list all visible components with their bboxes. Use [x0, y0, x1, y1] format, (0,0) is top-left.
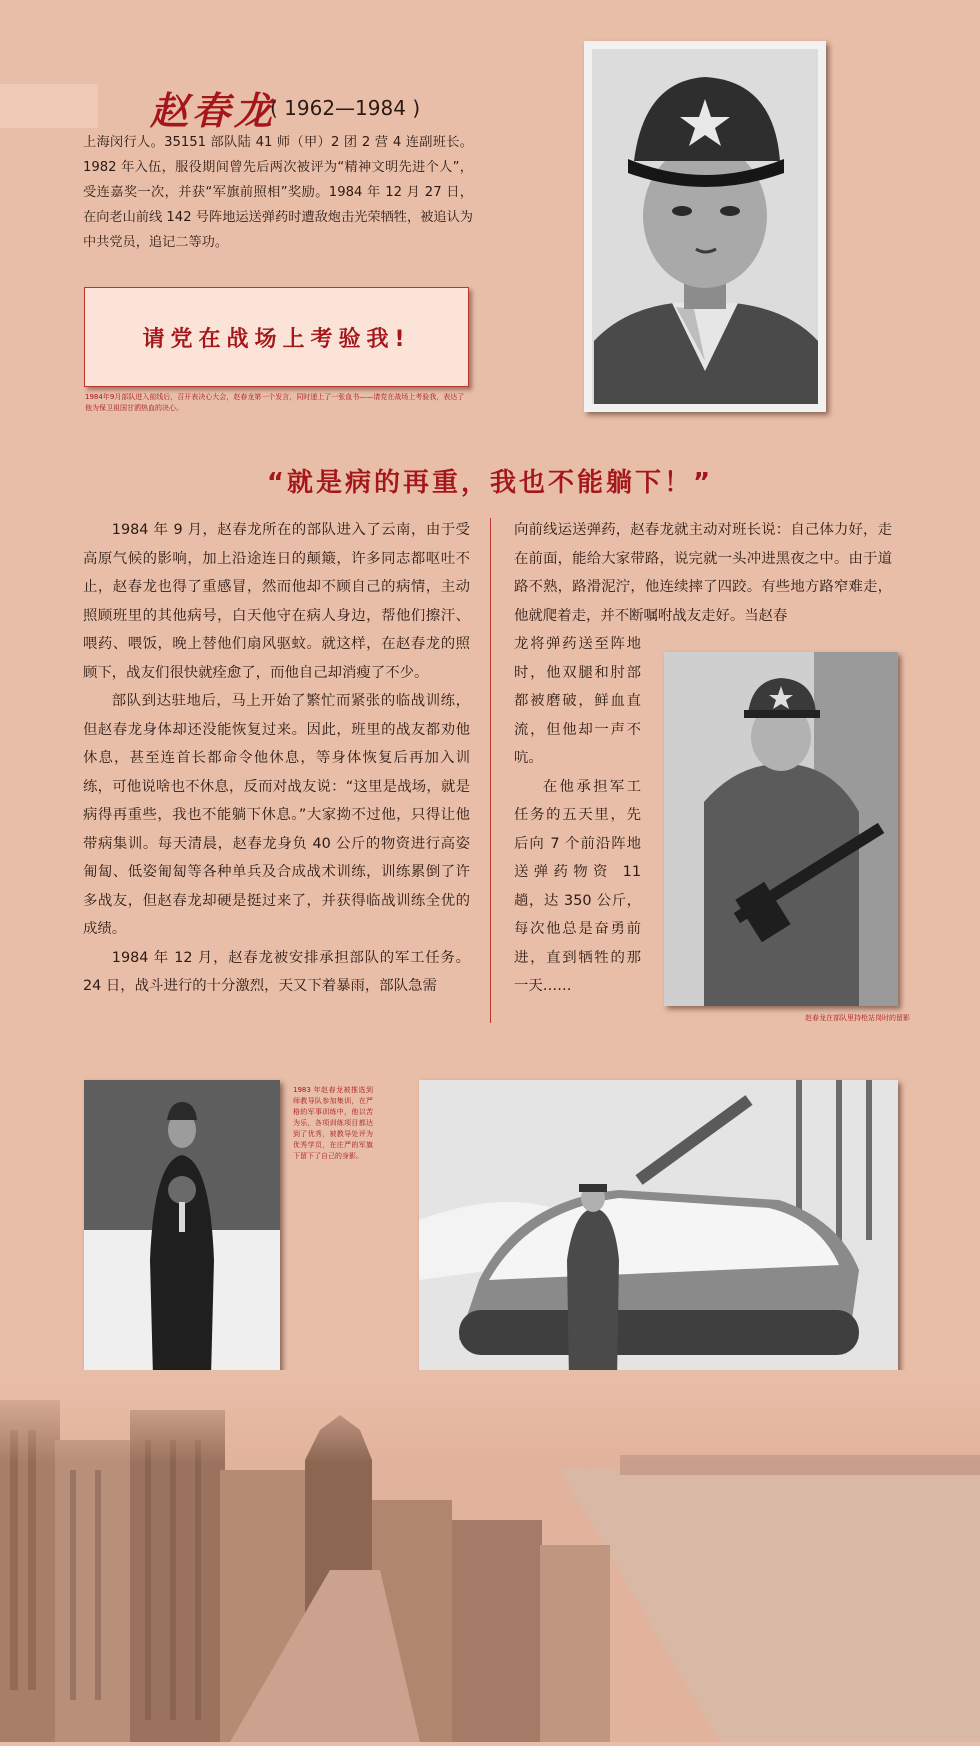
city-skyline-background	[0, 1370, 980, 1742]
paragraph: 1984 年 12 月，赵春龙被安排承担部队的军工任务。24 日，战斗进行的十分激烈，天又下着暴雨，部队急需	[83, 949, 470, 994]
rifle-photo-caption: 赵春龙在部队里持枪站岗时的留影	[805, 1014, 910, 1022]
person-name: 赵春龙	[150, 88, 277, 133]
paragraph: 向前线运送弹药，赵春龙就主动对班长说：自己体力好，走在前面，能给大家带路，说完就一头冲进黑夜之中。由于道路不熟，路滑泥泞，他连续摔了四跤。有些地方路窄难走，他就爬着走，并不断嘱咐战友走好。当赵春	[514, 522, 892, 624]
standing-photo-caption: 1983 年赵春龙被推选到师教导队参加集训，在严格的军事训练中，他以苦为乐，各项训练项目都达到了优秀，被教导处评为优秀学员，在庄严的军旗下留下了自己的身影。	[293, 1086, 373, 1160]
section-title: “就是病的再重，我也不能躺下！”	[266, 468, 714, 498]
rifle-illustration	[664, 652, 898, 1006]
portrait-illustration	[584, 41, 826, 412]
right-column-text-narrow	[514, 630, 641, 1001]
column-divider	[490, 518, 491, 1023]
right-column-text-top	[514, 516, 892, 630]
standing-illustration	[84, 1080, 280, 1416]
slogan-text: 请党在战场上考验我!	[142, 326, 411, 352]
tank-illustration	[419, 1080, 898, 1415]
left-column-text	[83, 516, 470, 1001]
person-intro: 上海闵行人。35151 部队陆 41 师（甲）2 团 2 营 4 连副班长。1982 年入伍，服役期间曾先后两次被评为“精神文明先进个人”，受连嘉奖一次，并获“军旗前照相”奖励。1984 年 12 月 27 日，在向老山前线 142 号阵地运送弹药时遭敌炮击光荣牺牲，被追认为中共党员，追记二等功。	[83, 135, 473, 250]
header-accent-block	[0, 84, 98, 128]
standing-photo	[84, 1080, 280, 1416]
paragraph: 部队到达驻地后，马上开始了繁忙而紧张的临战训练，但赵春龙身体却还没能恢复过来。因此，班里的战友都劝他休息，甚至连首长都命令他休息，等身体恢复后再加入训练，可他说啥也不休息，反而对战友说：“这里是战场，就是病得再重些，我也不能躺下休息。”大家拗不过他，只得让他带病集训。每天清晨，赵春龙身负 40 公斤的物资进行高姿匍匐、低姿匍匐等各种单兵及合成战术训练，训练累倒了许多战友，但赵春龙却硬是挺过来了，并获得临战训练全优的成绩。	[83, 693, 470, 937]
person-years: ( 1962—1984 )	[270, 96, 421, 120]
slogan-caption: 1984年9月部队进入前线后，召开表决心大会，赵春龙第一个发言，同时递上了一张血书——请党在战场上考验我，表达了他为保卫祖国甘洒热血的决心。	[85, 393, 465, 412]
portrait-photo	[584, 41, 826, 412]
skyline-illustration	[0, 1370, 980, 1742]
slogan-box	[84, 287, 469, 387]
paragraph: 1984 年 9 月，赵春龙所在的部队进入了云南，由于受高原气候的影响，加上沿途连日的颠簸，许多同志都呕吐不止，赵春龙也得了重感冒，然而他却不顾自己的病情，主动照顾班里的其他病号，白天他守在病人身边，帮他们擦汗、喂药、喂饭，晚上替他们扇风驱蚊。就这样，在赵春龙的照顾下，战友们很快就痊愈了，而他自己却消瘦了不少。	[83, 522, 470, 681]
paragraph: 在他承担军工任务的五天里，先后向 7 个前沿阵地送弹药物资 11 趟，达 350 公斤，每次他总是奋勇前进，直到牺牲的那一天……	[514, 778, 641, 994]
paragraph: 龙将弹药送至阵地时，他双腿和肘部都被磨破，鲜血直流，但他却一声不吭。	[514, 636, 641, 766]
rifle-photo	[664, 652, 898, 1006]
tank-photo	[419, 1080, 898, 1415]
